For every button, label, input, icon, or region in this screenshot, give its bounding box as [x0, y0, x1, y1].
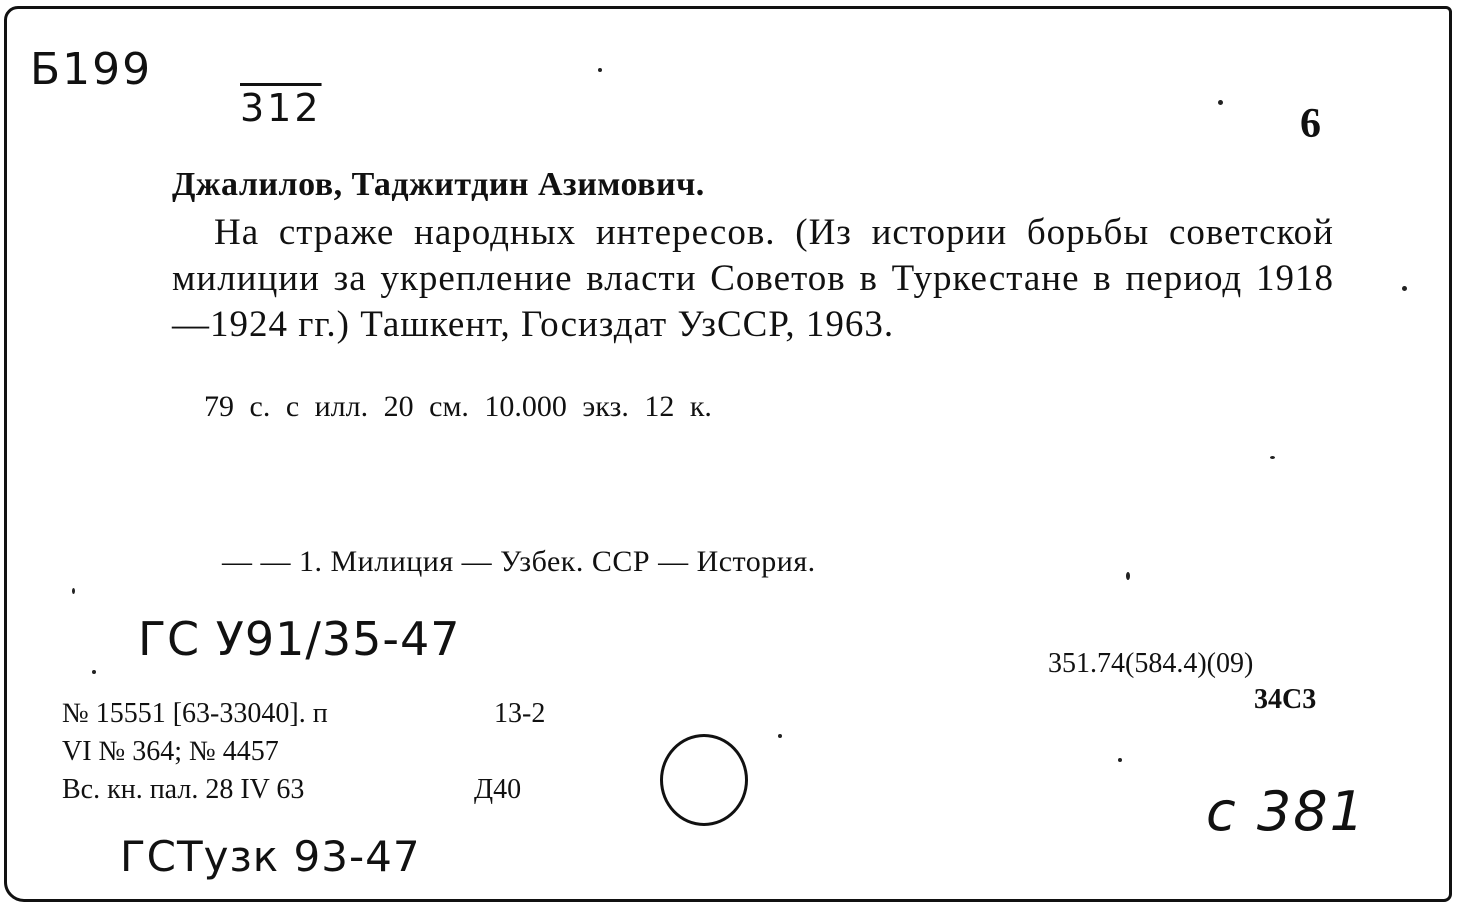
- registry-line-1-right: 13-2: [494, 698, 546, 729]
- ink-speck: [778, 734, 782, 738]
- card-number: 6: [1300, 101, 1321, 147]
- ink-speck: [598, 68, 602, 72]
- punch-hole: [660, 734, 748, 826]
- handwritten-code-2: ГСТузк 93-47: [120, 832, 421, 881]
- subject-tracing: — — 1. Милиция — Узбек. ССР — История.: [222, 545, 816, 578]
- ink-speck: [1218, 100, 1223, 105]
- physical-description: 79 с. с илл. 20 см. 10.000 экз. 12 к.: [204, 390, 712, 423]
- handwritten-code-1: ГС У91/35-47: [138, 612, 461, 666]
- registry-line-2: VI № 364; № 4457: [62, 736, 279, 767]
- call-number-handwritten: Б199: [30, 44, 153, 95]
- ink-speck: [1270, 456, 1275, 459]
- author-heading: Джалилов, Таджитдин Азимович.: [172, 166, 705, 203]
- ink-speck: [92, 670, 96, 674]
- handwritten-c-number: с 381: [1206, 780, 1366, 843]
- classification-code-2: 34С3: [1254, 684, 1317, 715]
- ink-speck: [72, 588, 75, 594]
- registry-line-1: № 15551 [63-33040]. п: [62, 698, 328, 729]
- ink-speck: [1402, 286, 1407, 291]
- bibliographic-description: На страже народных интересов. (Из истории борьбы советской милиции за укрепление власти Советов в Туркестане в период 1918—1924 гг.) Ташкент, Госиздат УзССР, 1963.: [172, 212, 1334, 345]
- ink-speck: [1126, 572, 1130, 580]
- registry-line-3: Вс. кн. пал. 28 IV 63: [62, 774, 305, 805]
- call-number-sub: 312: [240, 86, 322, 130]
- ink-speck: [1118, 758, 1122, 762]
- classification-code: 351.74(584.4)(09): [1048, 648, 1254, 679]
- registry-line-3-right: Д40: [474, 774, 522, 805]
